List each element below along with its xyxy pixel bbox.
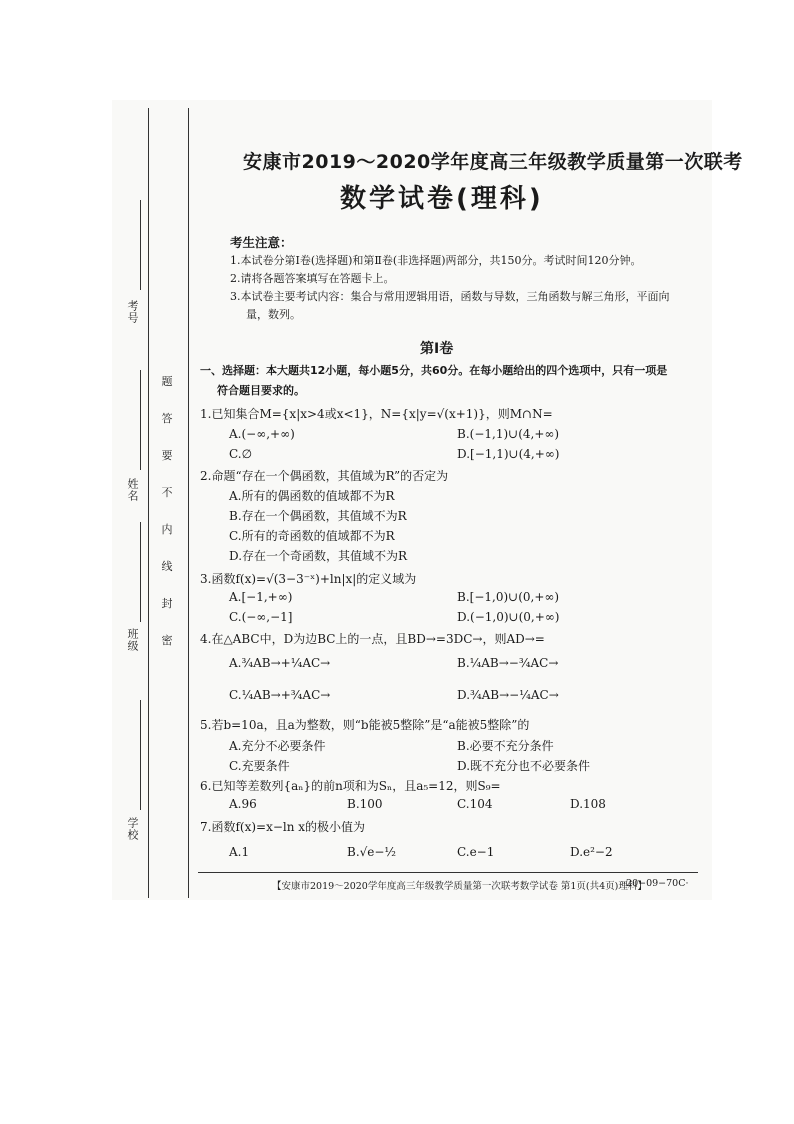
class-blank [140, 522, 141, 622]
question-option: B.√e−½ [347, 845, 397, 859]
question-option: A.¾AB→+¼AC→ [229, 656, 331, 670]
question-option: B.[−1,0)∪(0,+∞) [457, 590, 560, 604]
notice-item: 3.本试卷主要考试内容：集合与常用逻辑用语，函数与导数，三角函数与解三角形，平面向 [230, 290, 670, 303]
school-label: 学校 [126, 817, 139, 841]
seal-char: 要 [161, 449, 173, 462]
section-instruction: 符合题目要求的。 [217, 384, 305, 397]
footer-code: ·20−09−70C· [623, 878, 689, 889]
seal-char: 题 [161, 375, 173, 388]
seal-char: 封 [161, 597, 173, 610]
question-option: C.(−∞,−1] [229, 610, 293, 624]
question-option: D.e²−2 [570, 845, 613, 859]
seal-char: 不 [161, 486, 173, 499]
question-option: A.充分不必要条件 [229, 739, 326, 753]
question-option: A.[−1,+∞) [229, 590, 293, 604]
question-option: C.所有的奇函数的值域都不为R [229, 529, 395, 543]
question-option: A.96 [229, 797, 257, 811]
question-option: A.(−∞,+∞) [229, 427, 295, 441]
binding-line-right [188, 108, 189, 898]
notice-item: 2.请将各题答案填写在答题卡上。 [230, 272, 395, 285]
paper-title: 数学试卷(理科) [340, 184, 544, 214]
notice-item: 量，数列。 [246, 308, 301, 321]
notice-item: 1.本试卷分第Ⅰ卷(选择题)和第Ⅱ卷(非选择题)两部分，共150分。考试时间120分钟。 [230, 254, 642, 267]
section-title: 第Ⅰ卷 [420, 341, 454, 357]
question-option: A.所有的偶函数的值域都不为R [229, 489, 395, 503]
question-stem: 1.已知集合M={x|x>4或x<1}，N={x|y=√(x+1)}，则M∩N= [200, 407, 553, 421]
question-stem: 6.已知等差数列{aₙ}的前n项和为Sₙ，且a₅=12，则S₉= [200, 779, 501, 793]
seal-char: 密 [161, 634, 173, 647]
name-label: 姓名 [126, 478, 139, 502]
class-label: 班级 [126, 628, 139, 652]
question-option: C.∅ [229, 447, 253, 461]
question-option: D.¾AB→−¼AC→ [457, 688, 559, 702]
question-stem: 2.命题“存在一个偶函数，其值域为R”的否定为 [200, 469, 449, 483]
question-stem: 3.函数f(x)=√(3−3⁻ˣ)+ln|x|的定义域为 [200, 572, 417, 586]
name-blank [140, 370, 141, 470]
question-stem: 5.若b=10a，且a为整数，则“b能被5整除”是“a能被5整除”的 [200, 718, 530, 732]
seal-char: 线 [161, 560, 173, 573]
question-option: B.¼AB→−¾AC→ [457, 656, 559, 670]
question-option: C.充要条件 [229, 759, 290, 773]
question-option: B.(−1,1)∪(4,+∞) [457, 427, 560, 441]
question-option: D.存在一个奇函数，其值域不为R [229, 549, 408, 563]
question-stem: 4.在△ABC中，D为边BC上的一点，且BD→=3DC→，则AD→= [200, 632, 545, 646]
question-option: D.108 [570, 797, 606, 811]
footer-rule [198, 872, 698, 873]
question-option: D.[−1,1)∪(4,+∞) [457, 447, 560, 461]
binding-line-left [148, 108, 149, 898]
school-blank [140, 700, 141, 810]
exam-number-blank [140, 200, 141, 290]
question-option: C.¼AB→+¾AC→ [229, 688, 331, 702]
question-option: A.1 [229, 845, 250, 859]
exam-title: 安康市2019～2020学年度高三年级教学质量第一次联考 [243, 151, 743, 173]
question-option: B.存在一个偶函数，其值域不为R [229, 509, 407, 523]
question-stem: 7.函数f(x)=x−ln x的极小值为 [200, 820, 366, 834]
footer-text: 【安康市2019～2020学年度高三年级教学质量第一次联考数学试卷 第1页(共4页)理科】 [272, 881, 647, 892]
question-option: B.100 [347, 797, 383, 811]
question-option: B.必要不充分条件 [457, 739, 554, 753]
seal-char: 答 [161, 412, 173, 425]
exam-number-label: 考号 [126, 300, 139, 324]
question-option: D.既不充分也不必要条件 [457, 759, 591, 773]
question-option: C.104 [457, 797, 493, 811]
question-option: D.(−1,0)∪(0,+∞) [457, 610, 560, 624]
notice-heading: 考生注意： [230, 235, 293, 250]
question-option: C.e−1 [457, 845, 495, 859]
section-instruction: 一、选择题：本大题共12小题，每小题5分，共60分。在每小题给出的四个选项中，只有一项是 [200, 364, 668, 377]
seal-char: 内 [161, 523, 173, 536]
